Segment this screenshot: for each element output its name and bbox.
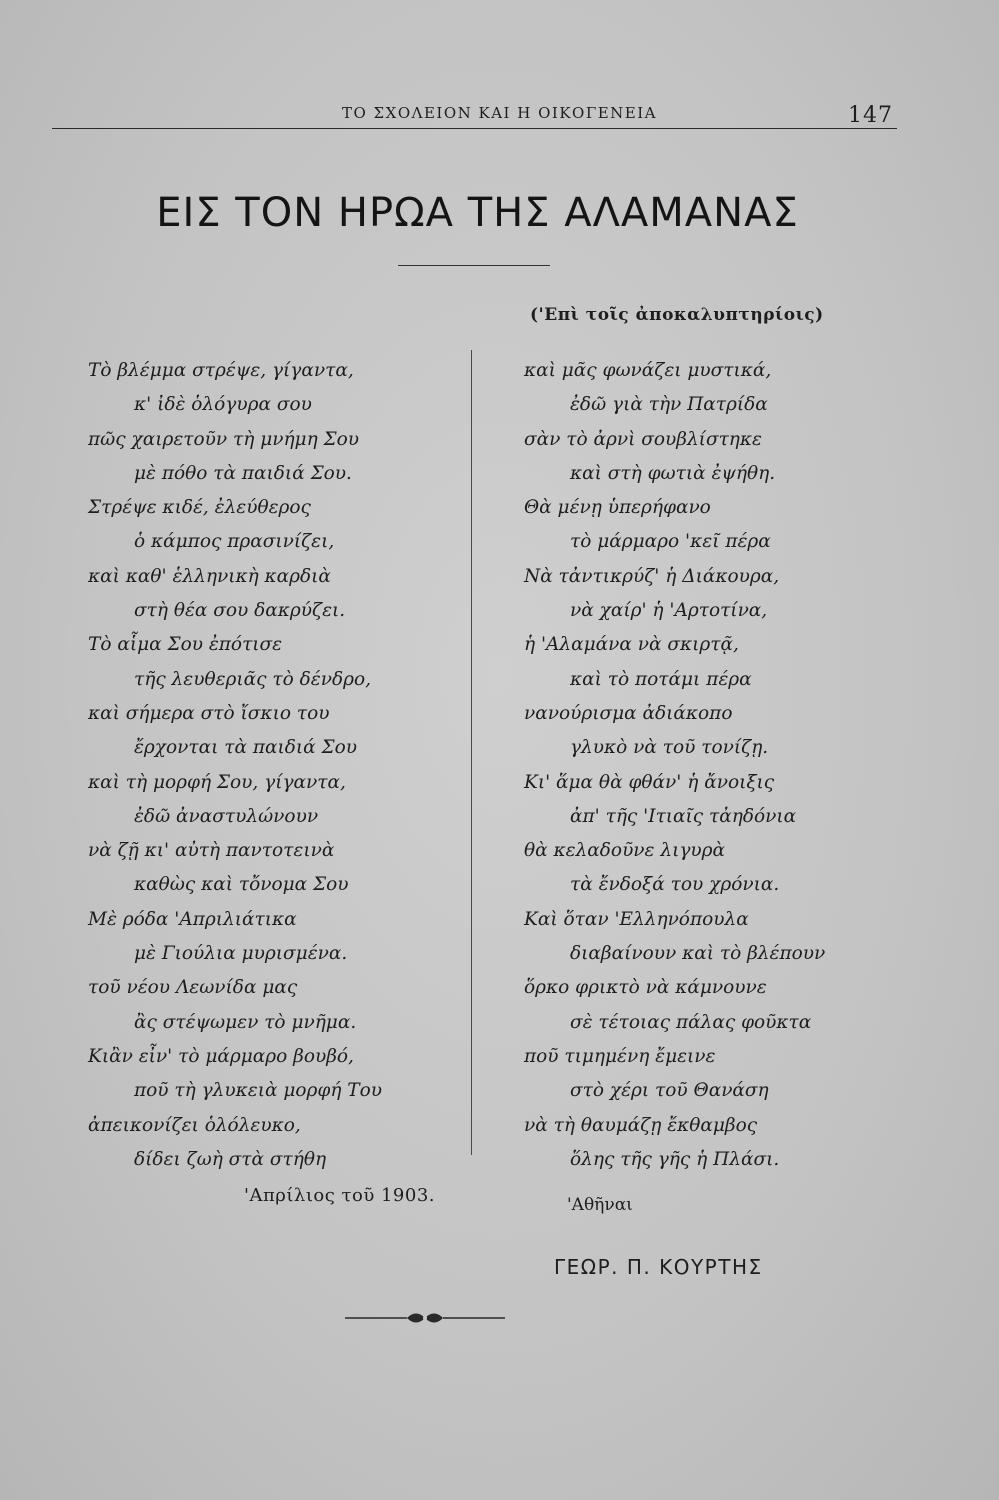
poem-title: ΕΙΣ ΤΟΝ ΗΡΩΑ ΤΗΣ ΑΛΑΜΑΝΑΣ: [156, 190, 799, 236]
poem-line: ἂς στέψωμεν τὸ μνῆμα.: [134, 1011, 357, 1033]
poem-line: Θὰ μένῃ ὑπερήφανο: [524, 497, 711, 519]
running-head: ΤΟ ΣΧΟΛΕΙΟΝ ΚΑΙ Η ΟΙΚΟΓΕΝΕΙΑ: [341, 104, 658, 122]
poem-line: Κι' ἅμα θὰ φθάν' ἡ ἄνοιξις: [524, 771, 775, 793]
poem-line: καὶ μᾶς φωνάζει μυστικά,: [524, 360, 772, 381]
poem-line: σὲ τέτοιας πάλας φοῦκτα: [570, 1011, 812, 1033]
place-line: 'Αθῆναι: [567, 1195, 633, 1215]
poem-line: Κιἂν εἶν' τὸ μάρμαρο βουβό,: [88, 1045, 354, 1067]
date-line: 'Απρίλιος τοῦ 1903.: [244, 1185, 436, 1206]
poem-line: νὰ τὴ θαυμάζῃ ἔκθαμβος: [524, 1114, 758, 1136]
ornament-divider: [345, 1311, 505, 1325]
poem-line: Στρέψε κιδέ, ἐλεύθερος: [88, 497, 311, 519]
poem-line: καὶ σήμερα στὸ ἴσκιο του: [88, 702, 330, 724]
poem-line: θὰ κελαδοῦνε λιγυρὰ: [524, 840, 726, 862]
poem-line: Τὸ αἷμα Σου ἐπότισε: [88, 634, 283, 656]
author-name: ΓΕΩΡ. Π. ΚΟΥΡΤΗΣ: [554, 1255, 763, 1279]
header-rule: [52, 128, 897, 129]
poem-line: ὅρκο φρικτὸ νὰ κάμνουνε: [524, 977, 767, 999]
poem-line: σὰν τὸ ἀρνὶ σουβλίστηκε: [524, 428, 762, 450]
poem-line: ἔρχονται τὰ παιδιά Σου: [134, 737, 358, 759]
poem-line: στὸ χέρι τοῦ Θανάση: [570, 1080, 769, 1102]
poem-column-left: [88, 354, 468, 1177]
poem-line: καὶ τὴ μορφή Σου, γίγαντα,: [88, 771, 346, 793]
poem-line: ἐδῶ ἀναστυλώνουν: [134, 805, 319, 827]
poem-line: Τὸ βλέμμα στρέψε, γίγαντα,: [88, 360, 354, 381]
poem-line: τὰ ἔνδοξά του χρόνια.: [570, 874, 780, 896]
poem-line: Μὲ ρόδα 'Απριλιάτικα: [88, 908, 297, 930]
poem-line: τῆς λευθεριᾶς τὸ δένδρο,: [134, 668, 371, 690]
poem-line: νὰ ζῇ κι' αὐτὴ παντοτεινὰ: [88, 840, 335, 862]
poem-line: τὸ μάρμαρο 'κεῖ πέρα: [570, 531, 771, 553]
poem-line: γλυκὸ νὰ τοῦ τονίζῃ.: [570, 737, 769, 759]
column-divider: [471, 350, 472, 1155]
poem-line: ποῦ τὴ γλυκειὰ μορφή Του: [134, 1080, 383, 1102]
poem-line: ἀπεικονίζει ὁλόλευκο,: [88, 1114, 301, 1136]
poem-line: νανούρισμα ἀδιάκοπο: [524, 702, 733, 724]
poem-line: ὁ κάμπος πρασινίζει,: [134, 531, 335, 553]
poem-line: ποῦ τιμημένη ἔμεινε: [524, 1045, 716, 1067]
poem-line: καὶ τὸ ποτάμι πέρα: [570, 668, 752, 690]
poem-line: ἀπ' τῆς 'Ιτιαῖς τἀηδόνια: [570, 805, 797, 827]
title-rule: [398, 265, 550, 266]
poem-line: μὲ πόθο τὰ παιδιά Σου.: [134, 462, 352, 484]
poem-line: νὰ χαίρ' ἡ 'Αρτοτίνα,: [570, 600, 768, 622]
page-number: 147: [848, 103, 893, 128]
poem-column-right: [524, 354, 904, 1177]
poem-line: Καὶ ὅταν 'Ελληνόπουλα: [524, 908, 749, 930]
poem-line: δίδει ζωὴ στὰ στήθη: [134, 1148, 327, 1170]
poem-line: μὲ Γιούλια μυρισμένα.: [134, 943, 348, 965]
poem-line: πῶς χαιρετοῦν τὴ μνήμη Σου: [88, 428, 359, 450]
poem-subtitle: ('Επὶ τοῖς ἀποκαλυπτηρίοις): [530, 305, 824, 325]
poem-line: Νὰ τἀντικρύζ' ἡ Διάκουρα,: [524, 565, 780, 587]
poem-line: ἐδῶ γιὰ τὴν Πατρίδα: [570, 394, 768, 416]
poem-line: τοῦ νέου Λεωνίδα μας: [88, 977, 298, 999]
poem-line: καὶ στὴ φωτιὰ ἐψήθη.: [570, 462, 776, 484]
poem-line: στὴ θέα σου δακρύζει.: [134, 600, 346, 622]
poem-line: κ' ἰδὲ ὁλόγυρα σου: [134, 394, 312, 416]
poem-line: καθὼς καὶ τὄνομα Σου: [134, 874, 349, 896]
poem-line: διαβαίνουν καὶ τὸ βλέπουν: [570, 943, 826, 965]
poem-line: ἡ 'Αλαμάνα νὰ σκιρτᾷ,: [524, 634, 739, 656]
poem-line: ὅλης τῆς γῆς ἡ Πλάσι.: [570, 1148, 780, 1170]
poem-line: καὶ καθ' ἑλληνικὴ καρδιὰ: [88, 565, 331, 587]
